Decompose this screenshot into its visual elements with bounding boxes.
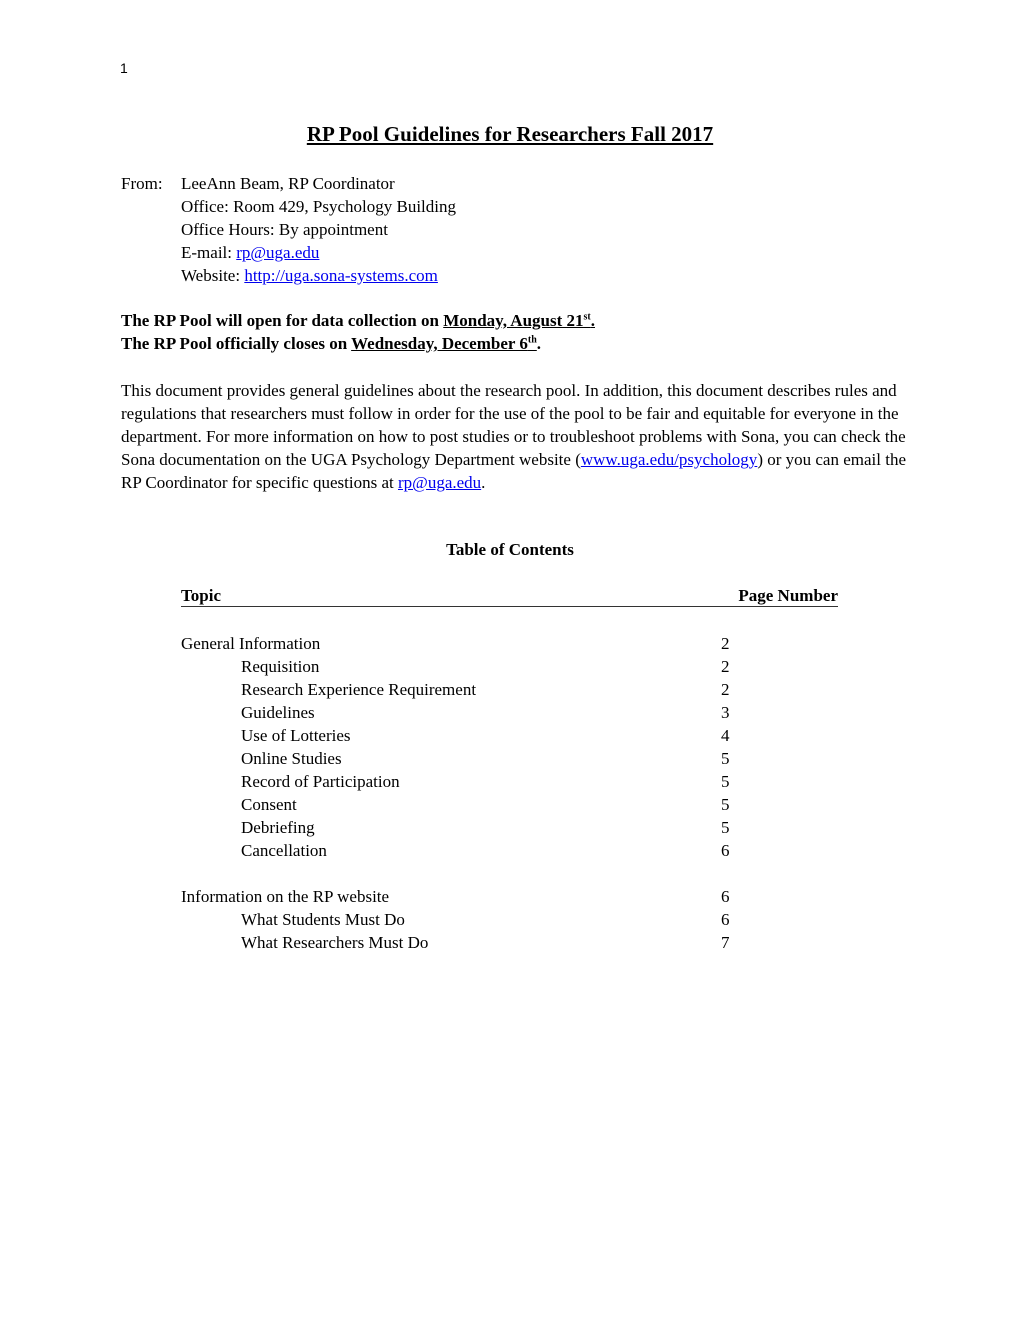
email-link[interactable]: rp@uga.edu [236,243,320,262]
toc-col-page: Page Number [738,586,838,605]
website-link[interactable]: http://uga.sona-systems.com [244,266,438,285]
close-date-period: . [536,334,542,353]
toc-entry-page: 5 [721,795,730,814]
toc-entry-topic: Information on the RP website [181,887,390,906]
from-name: LeeAnn Beam, RP Coordinator [181,174,395,193]
page-number: 1 [120,60,128,76]
coordinator-email-link[interactable]: rp@uga.edu [398,473,482,492]
toc-entry-topic: Requisition [241,657,320,676]
toc-entry-page: 6 [721,887,730,906]
open-date-line [121,311,595,331]
intro-text-3: . [481,473,486,492]
toc-entry-page: 2 [721,634,730,653]
from-label: From: [121,174,163,193]
toc-entry-topic: Consent [241,795,297,814]
psychology-website-link[interactable]: www.uga.edu/psychology [580,450,758,469]
toc-entry-topic: Cancellation [241,841,327,860]
open-date-text: Monday, August 21 [443,311,584,330]
toc-entry-page: 3 [721,703,730,722]
document-title: RP Pool Guidelines for Researchers Fall 2017 [306,122,714,146]
toc-entry-topic: Record of Participation [241,772,400,791]
website-label: Website: [181,266,245,285]
toc-entry-page: 5 [721,818,730,837]
toc-entry-topic: General Information [181,634,321,653]
open-date-suffix: st [583,311,591,323]
close-date [351,334,537,353]
email-label: E-mail: [181,243,237,262]
office-hours: Office Hours: By appointment [181,220,388,239]
open-date [443,311,595,330]
toc-entry-page: 6 [721,910,730,929]
toc-entry-page: 4 [721,726,730,745]
intro-text-2: ) or you can email the RP Coordinator for specific questions at [121,450,907,492]
toc-entry-topic: What Researchers Must Do [241,933,429,952]
intro-text-1: This document provides general guidelines about the research pool. In addition, this document describes rules and regulations that researchers must follow in order for the use of the pool to be fair and equitable for everyone in the department. For more information on how to post studies or to troubleshoot problems with Sona, you can check the Sona documentation on the UGA Psychology Department website ( [121,381,906,469]
toc-entry-page: 6 [721,841,730,860]
email-line [181,241,319,264]
close-date-text: Wednesday, December 6 [351,334,528,353]
close-date-suffix: th [527,334,537,346]
toc-entry-topic: What Students Must Do [241,910,405,929]
toc-entry-page: 2 [721,657,730,676]
office-location: Office: Room 429, Psychology Building [181,197,456,216]
toc-header [181,586,838,607]
toc-entry-topic: Research Experience Requirement [241,680,477,699]
toc-col-topic: Topic [181,586,222,605]
open-date-period: . [590,311,595,330]
toc-entry-page: 5 [721,749,730,768]
toc-title: Table of Contents [446,540,574,559]
open-date-prefix: The RP Pool will open for data collection on [121,311,444,330]
intro-paragraph [121,379,911,494]
toc-entry-topic: Online Studies [241,749,342,768]
toc-entry-topic: Guidelines [241,703,315,722]
close-date-prefix: The RP Pool officially closes on [121,334,352,353]
toc-entry-page: 5 [721,772,730,791]
toc-entry-topic: Use of Lotteries [241,726,351,745]
website-line [181,264,438,287]
toc-entry-page: 2 [721,680,730,699]
toc-entry-topic: Debriefing [241,818,315,837]
close-date-line [121,334,541,354]
toc-entry-page: 7 [721,933,730,952]
